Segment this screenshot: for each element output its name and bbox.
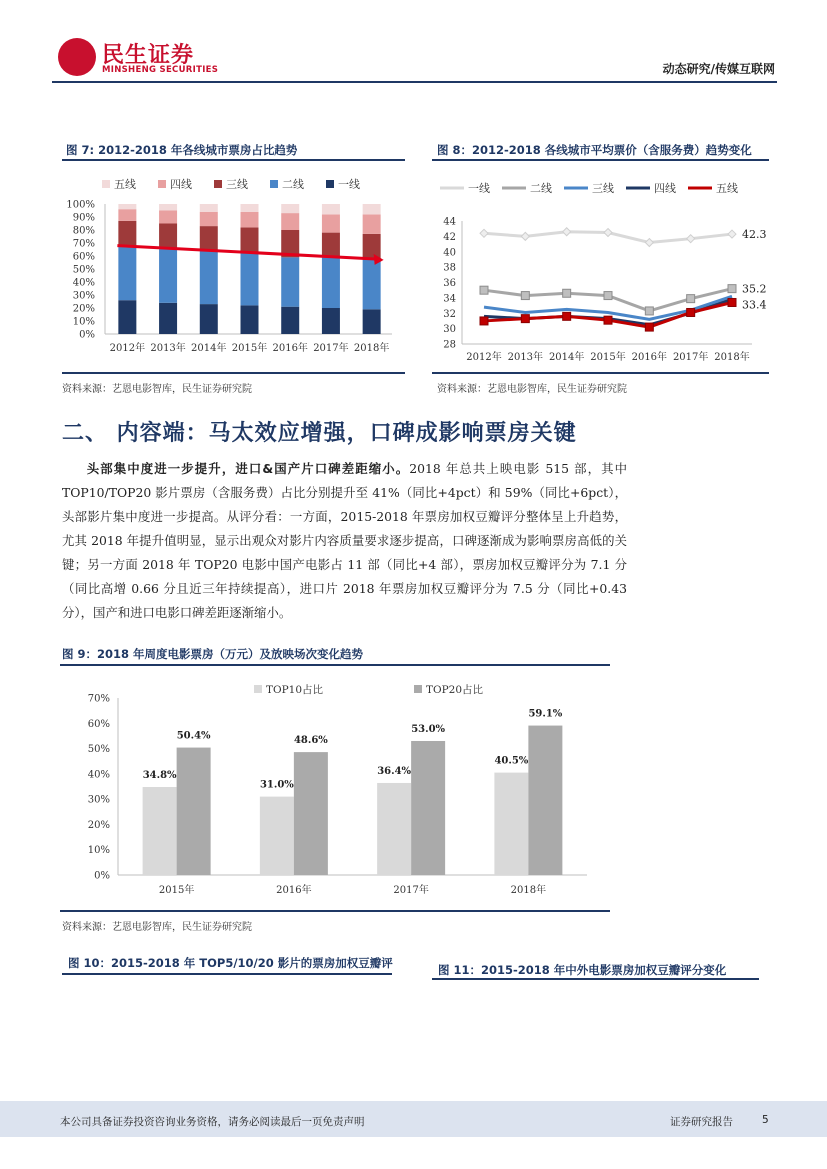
figure-9-title-underline <box>60 664 610 666</box>
legend-label: 四线 <box>654 182 676 195</box>
legend-label: 三线 <box>226 178 248 191</box>
data-point <box>521 232 529 240</box>
x-tick-label: 2014年 <box>548 352 585 363</box>
y-tick-label: 70% <box>87 693 110 705</box>
data-point <box>687 295 695 303</box>
bar-segment <box>363 309 381 334</box>
legend-swatch <box>102 180 110 188</box>
bar <box>177 748 211 875</box>
x-tick-label: 2017年 <box>313 343 349 354</box>
y-tick-label: 20% <box>87 819 110 831</box>
legend-label: 五线 <box>114 178 136 191</box>
y-tick-label: 42 <box>443 231 456 243</box>
header-divider <box>52 81 777 83</box>
x-tick-label: 2018年 <box>353 343 390 354</box>
bar-segment <box>363 260 381 309</box>
figure-8-source: 资料来源：艺恩电影智库，民生证券研究院 <box>437 384 627 395</box>
data-point <box>521 292 529 300</box>
bar-segment <box>200 304 218 334</box>
bar-segment <box>241 305 259 334</box>
x-tick-label: 2012年 <box>466 352 502 363</box>
bar-segment <box>118 204 136 209</box>
y-tick-label: 30% <box>72 290 95 302</box>
legend-label: TOP20占比 <box>426 684 484 696</box>
x-tick-label: 2017年 <box>672 352 709 363</box>
bar-segment <box>281 307 299 334</box>
logo-name: 民生证券 <box>102 43 195 68</box>
data-point <box>604 316 612 324</box>
bar-segment <box>281 204 299 213</box>
data-label: 36.4% <box>377 765 412 777</box>
bar-segment <box>200 250 218 305</box>
data-label: 33.4 <box>742 298 767 312</box>
data-point <box>563 228 571 236</box>
bar <box>411 741 445 875</box>
data-point <box>521 315 529 323</box>
bar-segment <box>241 212 259 228</box>
x-tick-label: 2015年 <box>590 352 626 363</box>
x-tick-label: 2016年 <box>631 352 668 363</box>
figure-8-source-divider <box>432 372 769 374</box>
y-tick-label: 90% <box>72 212 95 224</box>
legend-swatch <box>158 180 166 188</box>
y-tick-label: 38 <box>443 262 456 274</box>
data-point <box>604 292 612 300</box>
bar-segment <box>241 227 259 252</box>
bar-segment <box>241 252 259 305</box>
legend-label: 四线 <box>170 178 192 191</box>
figure-7-source: 资料来源：艺恩电影智库，民生证券研究院 <box>62 384 252 395</box>
data-point <box>563 312 571 320</box>
data-label: 53.0% <box>411 723 446 735</box>
bar-segment <box>200 226 218 249</box>
data-point <box>645 323 653 331</box>
bar-segment <box>322 204 340 214</box>
x-tick-label: 2016年 <box>276 885 312 896</box>
figure-11-title: 图 11：2015-2018 年中外电影票房加权豆瓣评分变化 <box>438 963 727 977</box>
bar-segment <box>159 211 177 224</box>
y-tick-label: 10% <box>87 845 110 857</box>
bar-segment <box>363 204 381 214</box>
data-point <box>687 235 695 243</box>
bar-segment <box>281 257 299 306</box>
logo-mark-icon <box>58 38 96 76</box>
y-tick-label: 36 <box>443 278 456 289</box>
x-tick-label: 2018年 <box>510 885 547 896</box>
x-tick-label: 2013年 <box>507 352 544 363</box>
bar-segment <box>118 221 136 246</box>
bar-segment <box>118 300 136 334</box>
data-point <box>687 308 695 316</box>
bar <box>377 783 411 875</box>
figure-7-source-divider <box>62 372 405 374</box>
data-label: 35.2 <box>742 282 767 296</box>
paragraph-lead: 头部集中度进一步提升，进口&国产片口碑差距缩小。 <box>86 461 410 476</box>
y-tick-label: 50% <box>87 744 110 756</box>
y-tick-label: 100% <box>66 199 95 211</box>
figure-9-source: 资料来源：艺恩电影智库，民生证券研究院 <box>62 922 252 933</box>
data-label: 59.1% <box>528 708 563 720</box>
bar-segment <box>322 257 340 308</box>
figure-8-title: 图 8：2012-2018 各线城市平均票价（含服务费）趋势变化 <box>437 143 752 157</box>
bar <box>494 773 528 875</box>
legend-label: 二线 <box>530 182 552 195</box>
bar-segment <box>159 303 177 334</box>
figure-7-title: 图 7: 2012-2018 年各线城市票房占比趋势 <box>66 143 298 157</box>
x-tick-label: 2013年 <box>150 343 186 354</box>
x-tick-label: 2016年 <box>272 343 308 354</box>
figure-9-title: 图 9：2018 年周度电影票房（万元）及放映场次变化趋势 <box>62 647 364 661</box>
legend-swatch <box>270 180 278 188</box>
bar-segment <box>118 246 136 301</box>
figure-8-title-underline <box>432 159 769 161</box>
figure-7-title-underline <box>62 159 405 161</box>
data-label: 34.8% <box>142 770 177 782</box>
bar-segment <box>322 308 340 334</box>
data-label: 40.5% <box>494 755 529 767</box>
x-tick-label: 2012年 <box>109 343 146 354</box>
y-tick-label: 20% <box>72 303 95 315</box>
data-point <box>480 317 488 325</box>
y-tick-label: 40% <box>87 769 110 781</box>
data-point <box>728 298 736 306</box>
bar <box>294 752 328 875</box>
bar-segment <box>200 204 218 212</box>
bar-segment <box>241 204 259 212</box>
x-tick-label: 2015年 <box>158 885 195 896</box>
y-tick-label: 30% <box>87 794 110 806</box>
y-tick-label: 70% <box>72 238 95 250</box>
data-label: 48.6% <box>293 735 328 747</box>
figure-9-chart <box>62 668 610 906</box>
y-tick-label: 40 <box>443 247 456 259</box>
section-title: 二、 内容端：马太效应增强，口碑成影响票房关键 <box>62 421 577 446</box>
y-tick-label: 60% <box>72 251 95 263</box>
legend-label: 一线 <box>468 182 490 195</box>
legend-label: 一线 <box>338 178 360 191</box>
bar-segment <box>159 204 177 211</box>
legend-swatch <box>254 685 262 693</box>
bar-segment <box>200 212 218 226</box>
bar-segment <box>322 214 340 232</box>
page-number: 5 <box>762 1114 769 1126</box>
y-tick-label: 50% <box>72 264 95 276</box>
footer-label: 证券研究报告 <box>670 1116 733 1128</box>
bar-segment <box>363 214 381 234</box>
bar-segment <box>363 234 381 260</box>
figure-10-title-underline <box>62 973 392 975</box>
bar <box>260 797 294 875</box>
bar-segment <box>118 209 136 221</box>
bar-segment <box>159 248 177 303</box>
y-tick-label: 34 <box>443 293 456 305</box>
data-label: 42.3 <box>742 228 767 242</box>
legend-label: TOP10占比 <box>266 684 324 696</box>
y-tick-label: 0% <box>79 329 95 341</box>
paragraph-body: 2018 年总共上映电影 515 部，其中 TOP10/TOP20 影片票房（含服务费）占比分别提升至 41%（同比+4pct）和 59%（同比+6pct），头部影片集中度进一步提高。从评分看：一方面，2015-2018 年票房加权豆瓣评分整体呈上升趋势，尤其 2018 年提升值明显，显示出观众对影片内容质量要求逐步提高，口碑逐渐成为影响票房高低的关键；另一方面 2018 年 TOP20 电影中国产电影占 11 部（同比+4 部），票房加权豆瓣评分为 7.1 分（同比高增 0.66 分且近三年持续提高），进口片 2018 年票房加权豆瓣评分为 7.5 分（同比+0.43 分），国产和进口电影口碑差距逐渐缩小。 <box>62 461 628 620</box>
bar <box>528 726 562 875</box>
data-point <box>480 229 488 237</box>
figure-9-source-divider <box>60 910 610 912</box>
bar <box>143 787 177 875</box>
figure-7-chart <box>62 164 407 370</box>
data-point <box>563 289 571 297</box>
legend-swatch <box>214 180 222 188</box>
data-point <box>728 285 736 293</box>
y-tick-label: 40% <box>72 277 95 289</box>
y-tick-label: 60% <box>87 718 110 730</box>
data-point <box>480 286 488 294</box>
legend-swatch <box>326 180 334 188</box>
legend-label: 五线 <box>716 182 738 195</box>
data-label: 31.0% <box>259 779 294 791</box>
legend-swatch <box>414 685 422 693</box>
legend-label: 二线 <box>282 178 304 191</box>
legend-label: 三线 <box>592 182 614 195</box>
y-tick-label: 30 <box>443 324 456 336</box>
y-tick-label: 80% <box>72 225 95 237</box>
logo-english-name: MINSHENG SECURITIES <box>102 65 219 75</box>
figure-8-chart <box>432 164 772 370</box>
x-tick-label: 2015年 <box>231 343 268 354</box>
bar-segment <box>159 224 177 249</box>
y-tick-label: 0% <box>94 870 110 882</box>
y-tick-label: 44 <box>443 216 456 228</box>
data-point <box>604 229 612 237</box>
bar-segment <box>322 233 340 258</box>
x-tick-label: 2017年 <box>393 885 429 896</box>
data-point <box>645 239 653 247</box>
bar-segment <box>281 213 299 230</box>
y-tick-label: 32 <box>443 308 456 320</box>
body-paragraph <box>62 457 627 625</box>
y-tick-label: 28 <box>443 339 456 351</box>
y-tick-label: 10% <box>72 316 95 328</box>
footer-disclaimer: 本公司具备证券投资咨询业务资格，请务必阅读最后一页免责声明 <box>60 1116 365 1128</box>
data-label: 50.4% <box>176 730 211 742</box>
report-category: 动态研究/传媒互联网 <box>662 62 775 76</box>
figure-10-title: 图 10：2015-2018 年 TOP5/10/20 影片的票房加权豆瓣评 <box>68 956 393 970</box>
x-tick-label: 2018年 <box>714 352 750 363</box>
x-tick-label: 2014年 <box>191 343 227 354</box>
data-point <box>728 230 736 238</box>
figure-11-title-underline <box>432 978 759 980</box>
data-point <box>645 307 653 315</box>
